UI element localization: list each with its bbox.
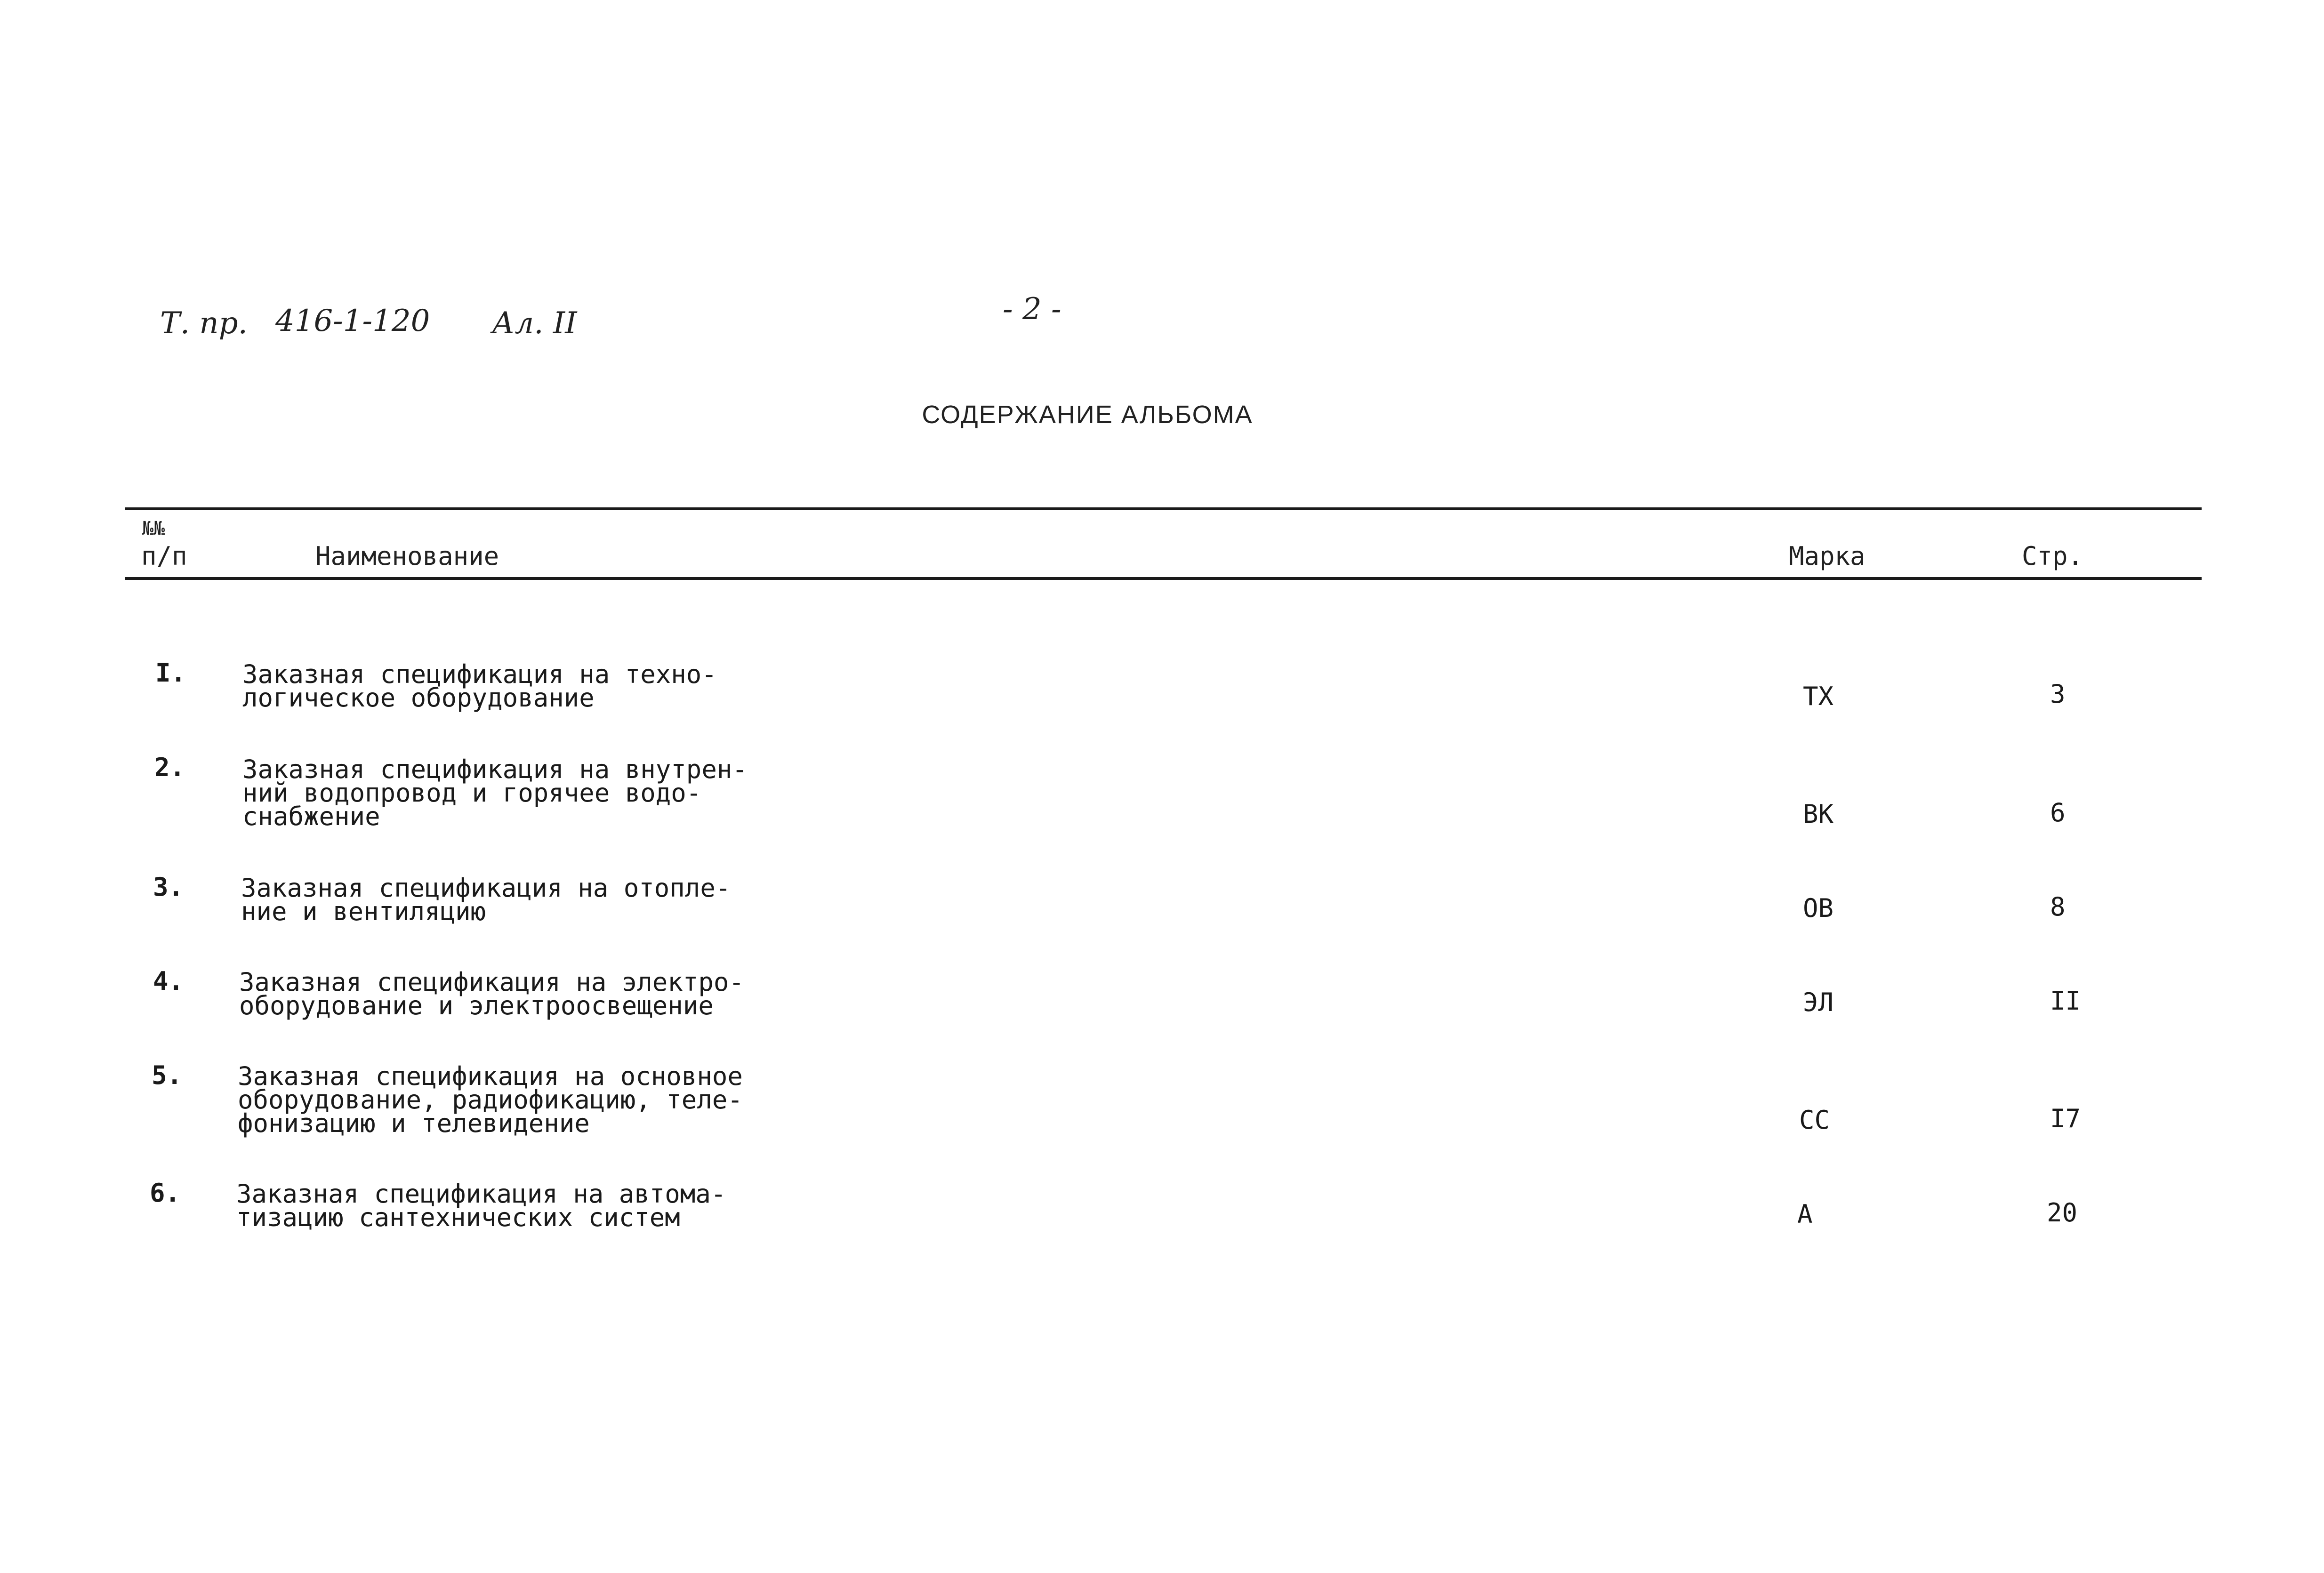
column-header-page: Стр. [2022,541,2083,571]
row-mark: ТХ [1803,682,1834,711]
row-number: 5. [152,1060,183,1090]
row-mark: А [1797,1199,1813,1229]
row-name [239,967,744,1020]
row-name-line: Заказная спецификация на основное [238,1061,743,1091]
row-name-line: Заказная спецификация на автома- [236,1179,726,1209]
row-number: 2. [154,753,185,782]
document-title: СОДЕРЖАНИЕ АЛЬБОМА [922,401,1253,429]
row-name-line: снабжение [242,802,380,831]
row-name-line: ний водопровод и горячее водо- [242,778,702,808]
row-name-line: Заказная спецификация на отопле- [241,873,731,903]
row-page: 6 [2050,798,2066,827]
table-header-rule [125,577,2202,580]
table-top-rule [125,507,2202,510]
row-name [238,1061,743,1138]
row-mark: СС [1799,1105,1830,1135]
row-page: II [2050,986,2081,1016]
row-number: I. [155,658,186,688]
row-name-line: логическое оборудование [242,683,595,713]
row-name-line: оборудование и электроосвещение [239,991,714,1020]
row-name [236,1179,726,1232]
row-name [241,873,731,926]
row-name-line: Заказная спецификация на техно- [242,659,717,689]
row-name-line: оборудование, радиофикацию, теле- [238,1085,743,1115]
row-page: 8 [2050,892,2066,922]
row-mark: ЭЛ [1803,987,1834,1017]
page-number: - 2 - [1003,292,1061,327]
row-name [242,754,748,831]
row-name-line: Заказная спецификация на внутрен- [242,754,748,784]
column-header-number: п/п [141,541,187,571]
row-number: 3. [153,872,184,902]
row-name-line: тизацию сантехнических систем [236,1203,680,1232]
row-number: 6. [150,1178,181,1208]
column-header-mark: Марка [1789,541,1866,571]
column-header-number-symbol: №№ [142,518,165,539]
row-name-line: ние и вентиляцию [241,897,486,926]
document-code-prefix: Т. пр. [160,306,248,341]
row-page: 20 [2047,1198,2078,1228]
row-mark: ОВ [1803,893,1834,923]
row-page: 3 [2050,679,2066,709]
row-name-line: фонизацию и телевидение [238,1108,590,1138]
project-number: 416-1-120 [275,304,430,338]
row-page: I7 [2050,1104,2081,1133]
row-number: 4. [153,966,184,996]
album-label: Ал. II [492,306,577,341]
row-name [242,659,717,713]
row-name-line: Заказная спецификация на электро- [239,967,744,997]
column-header-name: Наименование [315,541,499,571]
row-mark: ВК [1803,799,1834,829]
